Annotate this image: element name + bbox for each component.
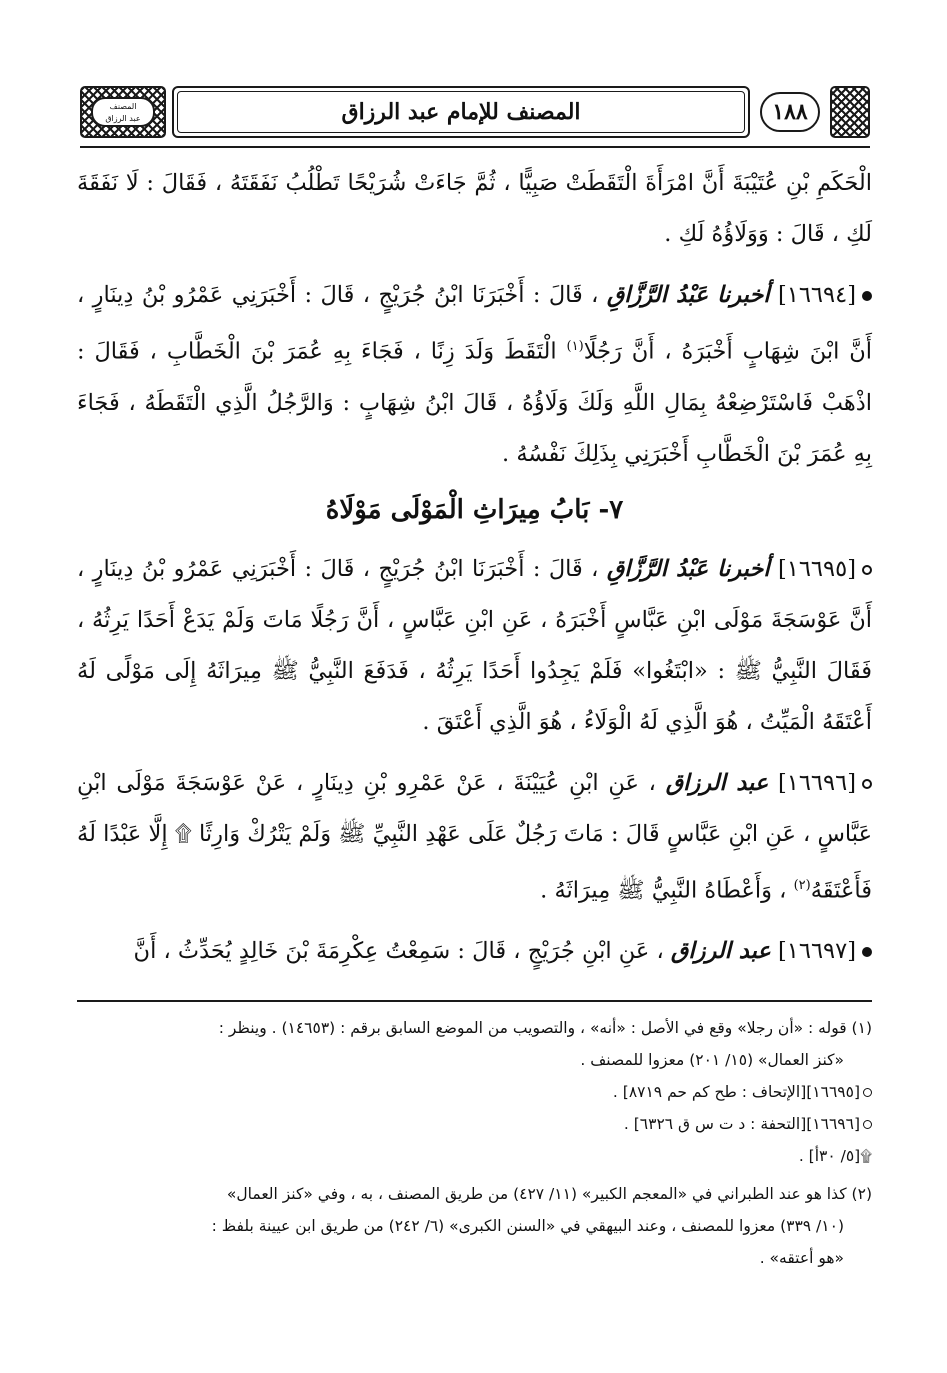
footnote-ref-1[interactable]: (١) — [566, 339, 584, 354]
narrator: عبد الرزاق — [665, 769, 769, 796]
header-rule — [80, 146, 870, 148]
hadith-text: ، عَنِ ابْنِ عُيَيْنَةَ ، عَنْ عَمْرِو بْنِ دِينَارٍ ، عَنْ عَوْسَجَةَ مَوْلَى ابْنِ عَبَّاسٍ ، عَنِ ابْنِ عَبَّاسٍ قَالَ : مَاتَ رَجُلٌ عَلَى عَهْدِ النَّبِيِّ ﷺ وَلَمْ يَتْرُكْ وَارِثًا ۩ إِلَّا عَبْدًا لَهُ فَأَعْتَقَهُ — [77, 769, 872, 903]
chapter-title: ٧- بَابُ مِيرَاثِ الْمَوْلَى مَوْلَاهُ — [325, 494, 624, 525]
footnote-2-line: (٢) كذا هو عند الطبراني في «المعجم الكبير» (١١/ ٤٢٧) من طريق المصنف ، به ، وفي «كنز العمال» — [226, 1185, 872, 1203]
narrator: أخبرنا عَبْدُ الرَّزَّاقِ — [606, 282, 770, 308]
folio-reference: ۩[٥/ ٣٠أ] . — [798, 1147, 872, 1165]
footnote-2 — [77, 1178, 872, 1274]
main-text — [77, 158, 872, 987]
filled-circle-icon — [862, 947, 872, 957]
hadith-number: [١٦٦٩٤] — [777, 282, 856, 308]
narrator: أخبرنا عَبْدُ الرَّزَّاقِ — [606, 555, 770, 582]
continued-paragraph: الْحَكَمِ بْنِ عُتَيْبَةَ أَنَّ امْرَأَةَ الْتَقَطَتْ صَبِيًّا ، ثُمَّ جَاءَتْ شُرَيْحًا تَطْلُبُ نَفَقَتَهُ ، فَقَالَ : لَا نَفَقَةَ لَكِ ، قَالَ : وَوَلَاؤُهُ لَكِ . — [77, 170, 872, 247]
hadith-16696 — [77, 758, 872, 917]
hadith-text: ، عَنِ ابْنِ جُرَيْجٍ ، قَالَ : سَمِعْتُ عِكْرِمَةَ بْنَ خَالِدٍ يُحَدِّثُ ، أَنَّ — [133, 938, 664, 964]
book-title: المصنف للإمام عبد الرزاق — [172, 86, 750, 138]
hadith-number: [١٦٦٩٥] — [777, 555, 856, 582]
footnote-1 — [77, 1012, 872, 1076]
hadith-16697 — [77, 926, 872, 977]
hadith-text: ، وَأَعْطَاهُ النَّبِيُّ ﷺ مِيرَاثَهُ . — [540, 877, 787, 903]
hadith-number: [١٦٦٩٧] — [778, 938, 856, 964]
reference-text: [١٦٦٩٥][الإتحاف : طح كم حم ٨٧١٩] . — [612, 1083, 860, 1101]
hadith-16695 — [77, 544, 872, 748]
hadith-text: ، قَالَ : أَخْبَرَنَا ابْنُ جُرَيْجٍ ، قَالَ : أَخْبَرَنِي عَمْرُو بْنُ دِينَارٍ ، أَنَّ عَوْسَجَةَ مَوْلَى ابْنِ عَبَّاسٍ أَخْبَرَهُ ، عَنِ ابْنِ عَبَّاسٍ ، أَنَّ رَجُلًا مَاتَ وَلَمْ يَدَعْ أَحَدًا يَرِثُهُ ، فَقَالَ النَّبِيُّ ﷺ : «ابْتَغُوا» فَلَمْ يَجِدُوا أَحَدًا يَرِثُهُ ، فَدَفَعَ النَّبِيُّ ﷺ مِيرَاثَهُ إِلَى مَوْلًى لَهُ أَعْتَقَهُ الْمَيِّتُ ، هُوَ الَّذِي لَهُ الْوَلَاءُ ، هُوَ الَّذِي أَعْتَقَ . — [77, 555, 872, 735]
narrator: عبد الرزاق — [670, 938, 771, 964]
hadith-text: الْتَقَطَ وَلَدَ زِنًا ، فَجَاءَ بِهِ عُمَرَ بْنَ الْخَطَّابِ ، فَقَالَ : اذْهَبْ فَاسْتَرْضِعْهُ بِمَالِ اللَّهِ وَلَكَ وَلَاؤُهُ ، قَالَ ابْنُ شِهَابٍ : وَالرَّجُلُ الَّذِي الْتَقَطَهُ ، فَجَاءَ بِهِ عُمَرَ بْنَ الْخَطَّابِ أَخْبَرَنِي بِذَلِكَ نَفْسُهُ . — [77, 338, 872, 467]
book-logo-seal: المصنف عبد الرزاق — [91, 97, 155, 127]
footnote-2-line: (١٠/ ٣٣٩) معزوا للمصنف ، وعند البيهقي في «السنن الكبرى» (٦/ ٢٤٢) من طريق ابن عيينة بلفظ : — [211, 1217, 844, 1235]
hollow-circle-icon — [863, 1088, 872, 1097]
hollow-circle-icon — [862, 779, 872, 789]
reference-16695 — [77, 1076, 872, 1108]
footnote-1-line: (١) قوله : «أن رجلا» وقع في الأصل : «أنه» ، والتصويب من الموضع السابق برقم : (١٤٦٥٣) . وينظر : — [218, 1019, 872, 1037]
hadith-text: ، قَالَ : أَخْبَرَنَا ابْنُ جُرَيْجٍ ، قَالَ : أَخْبَرَنِي عَمْرُو بْنُ دِينَارٍ ، أَنَّ ابْنَ شِهَابٍ أَخْبَرَهُ ، أَنَّ رَجُلًا — [77, 282, 873, 365]
header-ornament-right — [830, 86, 870, 138]
hollow-circle-icon — [863, 1120, 872, 1129]
footnote-ref-2[interactable]: (٢) — [793, 877, 811, 893]
footnote-rule — [77, 1000, 872, 1002]
footnote-1-line: «كنز العمال» (١٥/ ٢٠١) معزوا للمصنف . — [580, 1051, 844, 1069]
reference-text: [١٦٦٩٦][التحفة : د ت س ق ٦٣٢٦] . — [623, 1115, 860, 1133]
hadith-number: [١٦٦٩٦] — [777, 769, 856, 796]
hollow-circle-icon — [862, 565, 872, 575]
footnotes — [77, 1012, 872, 1274]
reference-16696 — [77, 1108, 872, 1140]
filled-circle-icon — [862, 291, 872, 301]
footnote-2-line: «هو أعتقه» . — [759, 1249, 844, 1267]
hadith-16694 — [77, 270, 872, 480]
page-number: ١٨٨ — [760, 92, 820, 132]
header-ornament-left — [80, 86, 166, 138]
running-header — [80, 82, 870, 142]
